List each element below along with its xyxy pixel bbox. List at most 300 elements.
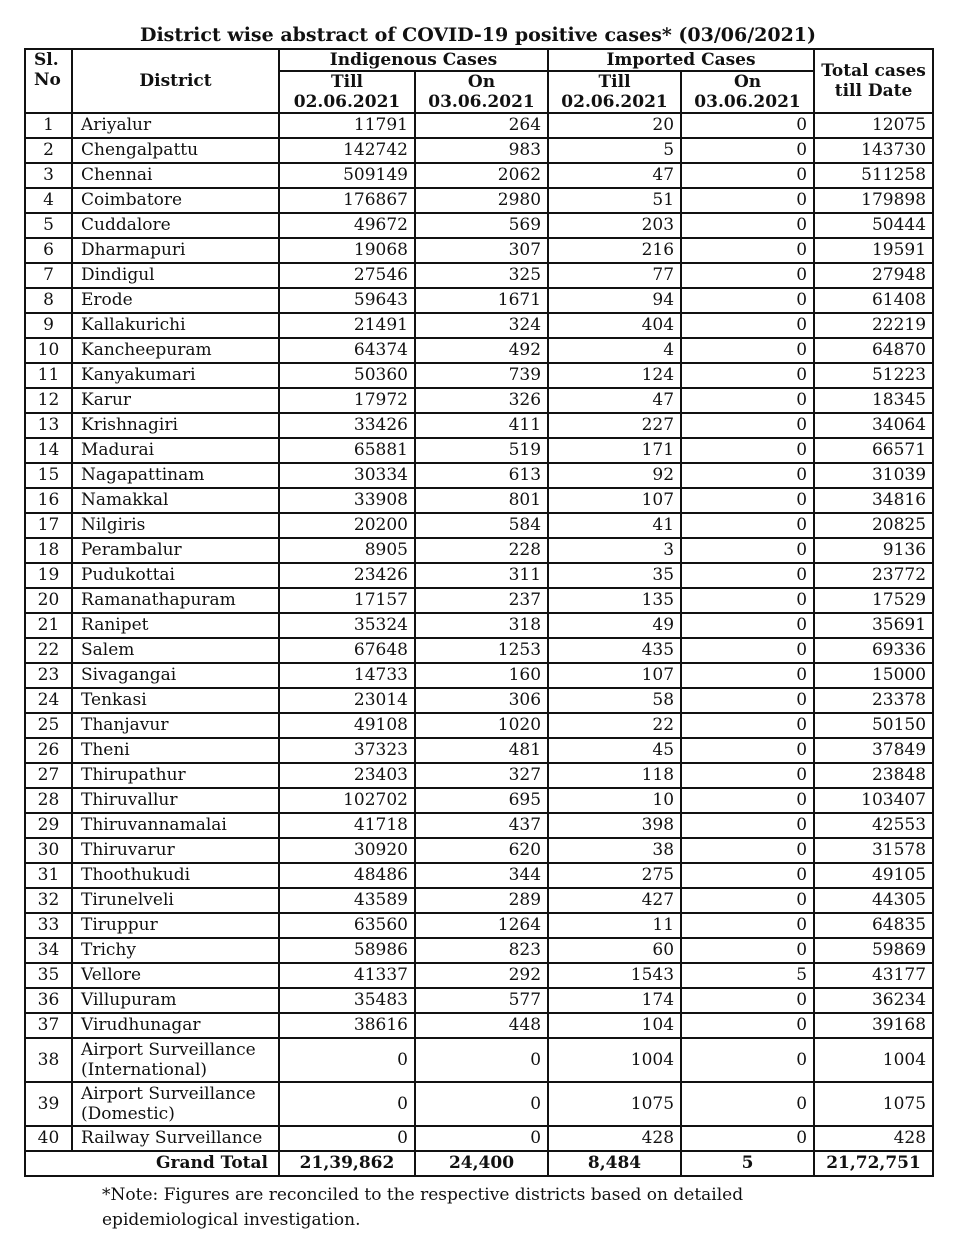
total-cell: 43177 bbox=[814, 963, 933, 988]
imp-on-cell: 0 bbox=[681, 413, 814, 438]
imp-till-cell: 124 bbox=[548, 363, 681, 388]
imp-on-cell: 0 bbox=[681, 813, 814, 838]
imp-till-cell: 38 bbox=[548, 838, 681, 863]
imp-till-cell: 47 bbox=[548, 388, 681, 413]
header-ind-on: On 03.06.2021 bbox=[415, 71, 548, 113]
ind-till-cell: 33908 bbox=[279, 488, 415, 513]
header-indigenous: Indigenous Cases bbox=[279, 49, 548, 71]
imp-on-cell: 0 bbox=[681, 213, 814, 238]
imp-till-cell: 404 bbox=[548, 313, 681, 338]
ind-till-cell: 14733 bbox=[279, 663, 415, 688]
imp-till-cell: 20 bbox=[548, 113, 681, 138]
ind-on-cell: 1020 bbox=[415, 713, 548, 738]
district-cell: Salem bbox=[72, 638, 279, 663]
total-cell: 103407 bbox=[814, 788, 933, 813]
imp-on-cell: 0 bbox=[681, 1013, 814, 1038]
sl-no-cell: 15 bbox=[25, 463, 72, 488]
ind-on-cell: 1253 bbox=[415, 638, 548, 663]
imp-on-cell: 0 bbox=[681, 163, 814, 188]
sl-no-cell: 16 bbox=[25, 488, 72, 513]
imp-till-cell: 47 bbox=[548, 163, 681, 188]
imp-till-cell: 35 bbox=[548, 563, 681, 588]
sl-no-cell: 40 bbox=[25, 1126, 72, 1151]
ind-till-cell: 49672 bbox=[279, 213, 415, 238]
imp-on-cell: 0 bbox=[681, 338, 814, 363]
total-cell: 22219 bbox=[814, 313, 933, 338]
sl-no-cell: 27 bbox=[25, 763, 72, 788]
imp-till-cell: 3 bbox=[548, 538, 681, 563]
ind-till-cell: 509149 bbox=[279, 163, 415, 188]
ind-till-cell: 0 bbox=[279, 1038, 415, 1082]
ind-on-cell: 613 bbox=[415, 463, 548, 488]
sl-no-cell: 19 bbox=[25, 563, 72, 588]
table-row bbox=[25, 838, 933, 863]
ind-on-cell: 2980 bbox=[415, 188, 548, 213]
table-row bbox=[25, 1126, 933, 1151]
imp-till-cell: 104 bbox=[548, 1013, 681, 1038]
ind-on-cell: 306 bbox=[415, 688, 548, 713]
sl-no-cell: 17 bbox=[25, 513, 72, 538]
header-ind-till: Till 02.06.2021 bbox=[279, 71, 415, 113]
grand-total-imp-on: 5 bbox=[681, 1151, 814, 1176]
imp-on-cell: 5 bbox=[681, 963, 814, 988]
ind-till-cell: 64374 bbox=[279, 338, 415, 363]
table-row bbox=[25, 413, 933, 438]
ind-till-cell: 48486 bbox=[279, 863, 415, 888]
imp-on-cell: 0 bbox=[681, 438, 814, 463]
sl-no-cell: 34 bbox=[25, 938, 72, 963]
ind-till-cell: 19068 bbox=[279, 238, 415, 263]
district-cell: Thiruvallur bbox=[72, 788, 279, 813]
sl-no-cell: 13 bbox=[25, 413, 72, 438]
district-cell: Ranipet bbox=[72, 613, 279, 638]
grand-total-ind-on: 24,400 bbox=[415, 1151, 548, 1176]
district-cell: Thiruvarur bbox=[72, 838, 279, 863]
district-cell: Railway Surveillance bbox=[72, 1126, 279, 1151]
district-cell: Ariyalur bbox=[72, 113, 279, 138]
table-row bbox=[25, 888, 933, 913]
ind-till-cell: 41718 bbox=[279, 813, 415, 838]
imp-on-cell: 0 bbox=[681, 388, 814, 413]
total-cell: 428 bbox=[814, 1126, 933, 1151]
total-cell: 511258 bbox=[814, 163, 933, 188]
sl-no-cell: 6 bbox=[25, 238, 72, 263]
ind-till-cell: 41337 bbox=[279, 963, 415, 988]
table-row bbox=[25, 438, 933, 463]
imp-on-cell: 0 bbox=[681, 738, 814, 763]
sl-no-cell: 25 bbox=[25, 713, 72, 738]
ind-till-cell: 37323 bbox=[279, 738, 415, 763]
ind-till-cell: 11791 bbox=[279, 113, 415, 138]
table-row bbox=[25, 1082, 933, 1126]
ind-on-cell: 160 bbox=[415, 663, 548, 688]
imp-till-cell: 135 bbox=[548, 588, 681, 613]
table-row bbox=[25, 763, 933, 788]
total-cell: 59869 bbox=[814, 938, 933, 963]
table-row bbox=[25, 213, 933, 238]
imp-on-cell: 0 bbox=[681, 713, 814, 738]
ind-on-cell: 237 bbox=[415, 588, 548, 613]
ind-on-cell: 437 bbox=[415, 813, 548, 838]
table-row bbox=[25, 813, 933, 838]
imp-till-cell: 22 bbox=[548, 713, 681, 738]
imp-till-cell: 45 bbox=[548, 738, 681, 763]
total-cell: 23772 bbox=[814, 563, 933, 588]
district-cell: Krishnagiri bbox=[72, 413, 279, 438]
sl-no-cell: 12 bbox=[25, 388, 72, 413]
total-cell: 23378 bbox=[814, 688, 933, 713]
ind-till-cell: 102702 bbox=[279, 788, 415, 813]
imp-till-cell: 227 bbox=[548, 413, 681, 438]
district-cell: Cuddalore bbox=[72, 213, 279, 238]
ind-on-cell: 577 bbox=[415, 988, 548, 1013]
district-cell: Chengalpattu bbox=[72, 138, 279, 163]
imp-till-cell: 118 bbox=[548, 763, 681, 788]
table-row bbox=[25, 138, 933, 163]
sl-no-cell: 11 bbox=[25, 363, 72, 388]
ind-till-cell: 23014 bbox=[279, 688, 415, 713]
table-row bbox=[25, 513, 933, 538]
total-cell: 34064 bbox=[814, 413, 933, 438]
ind-on-cell: 0 bbox=[415, 1038, 548, 1082]
sl-no-cell: 14 bbox=[25, 438, 72, 463]
imp-till-cell: 92 bbox=[548, 463, 681, 488]
sl-no-cell: 28 bbox=[25, 788, 72, 813]
ind-till-cell: 17972 bbox=[279, 388, 415, 413]
sl-no-cell: 10 bbox=[25, 338, 72, 363]
total-cell: 37849 bbox=[814, 738, 933, 763]
district-cell: Airport Surveillance (International) bbox=[72, 1038, 279, 1082]
grand-total-label: Grand Total bbox=[25, 1151, 279, 1176]
imp-on-cell: 0 bbox=[681, 1082, 814, 1126]
covid-cases-table bbox=[24, 48, 934, 1177]
table-row bbox=[25, 863, 933, 888]
district-cell: Coimbatore bbox=[72, 188, 279, 213]
imp-on-cell: 0 bbox=[681, 488, 814, 513]
header-imported: Imported Cases bbox=[548, 49, 814, 71]
table-row bbox=[25, 938, 933, 963]
table-row bbox=[25, 363, 933, 388]
ind-till-cell: 49108 bbox=[279, 713, 415, 738]
header-imp-on: On 03.06.2021 bbox=[681, 71, 814, 113]
imp-on-cell: 0 bbox=[681, 538, 814, 563]
total-cell: 50150 bbox=[814, 713, 933, 738]
sl-no-cell: 9 bbox=[25, 313, 72, 338]
table-row bbox=[25, 788, 933, 813]
total-cell: 12075 bbox=[814, 113, 933, 138]
imp-till-cell: 5 bbox=[548, 138, 681, 163]
ind-on-cell: 481 bbox=[415, 738, 548, 763]
table-row bbox=[25, 263, 933, 288]
total-cell: 66571 bbox=[814, 438, 933, 463]
total-cell: 18345 bbox=[814, 388, 933, 413]
ind-on-cell: 584 bbox=[415, 513, 548, 538]
ind-on-cell: 311 bbox=[415, 563, 548, 588]
imp-till-cell: 1004 bbox=[548, 1038, 681, 1082]
imp-till-cell: 60 bbox=[548, 938, 681, 963]
sl-no-cell: 23 bbox=[25, 663, 72, 688]
imp-on-cell: 0 bbox=[681, 863, 814, 888]
district-cell: Madurai bbox=[72, 438, 279, 463]
imp-till-cell: 216 bbox=[548, 238, 681, 263]
ind-till-cell: 0 bbox=[279, 1126, 415, 1151]
ind-on-cell: 0 bbox=[415, 1082, 548, 1126]
district-cell: Ramanathapuram bbox=[72, 588, 279, 613]
district-cell: Nilgiris bbox=[72, 513, 279, 538]
ind-on-cell: 823 bbox=[415, 938, 548, 963]
imp-on-cell: 0 bbox=[681, 1126, 814, 1151]
header-row-1 bbox=[25, 49, 933, 71]
ind-on-cell: 289 bbox=[415, 888, 548, 913]
total-cell: 64835 bbox=[814, 913, 933, 938]
ind-till-cell: 50360 bbox=[279, 363, 415, 388]
table-row bbox=[25, 1038, 933, 1082]
ind-till-cell: 59643 bbox=[279, 288, 415, 313]
ind-on-cell: 1264 bbox=[415, 913, 548, 938]
ind-till-cell: 0 bbox=[279, 1082, 415, 1126]
header-district: District bbox=[72, 49, 279, 113]
ind-till-cell: 63560 bbox=[279, 913, 415, 938]
imp-till-cell: 58 bbox=[548, 688, 681, 713]
sl-no-cell: 18 bbox=[25, 538, 72, 563]
grand-total-imp-till: 8,484 bbox=[548, 1151, 681, 1176]
district-cell: Vellore bbox=[72, 963, 279, 988]
sl-no-cell: 2 bbox=[25, 138, 72, 163]
imp-till-cell: 10 bbox=[548, 788, 681, 813]
ind-till-cell: 23403 bbox=[279, 763, 415, 788]
imp-on-cell: 0 bbox=[681, 588, 814, 613]
ind-on-cell: 492 bbox=[415, 338, 548, 363]
ind-on-cell: 519 bbox=[415, 438, 548, 463]
district-cell: Kanyakumari bbox=[72, 363, 279, 388]
sl-no-cell: 31 bbox=[25, 863, 72, 888]
imp-till-cell: 435 bbox=[548, 638, 681, 663]
sl-no-cell: 30 bbox=[25, 838, 72, 863]
total-cell: 49105 bbox=[814, 863, 933, 888]
ind-till-cell: 21491 bbox=[279, 313, 415, 338]
district-cell: Erode bbox=[72, 288, 279, 313]
table-row bbox=[25, 288, 933, 313]
ind-on-cell: 326 bbox=[415, 388, 548, 413]
imp-on-cell: 0 bbox=[681, 138, 814, 163]
imp-on-cell: 0 bbox=[681, 563, 814, 588]
imp-on-cell: 0 bbox=[681, 613, 814, 638]
imp-till-cell: 174 bbox=[548, 988, 681, 1013]
imp-till-cell: 77 bbox=[548, 263, 681, 288]
table-row bbox=[25, 388, 933, 413]
ind-on-cell: 327 bbox=[415, 763, 548, 788]
ind-till-cell: 38616 bbox=[279, 1013, 415, 1038]
imp-on-cell: 0 bbox=[681, 313, 814, 338]
imp-on-cell: 0 bbox=[681, 638, 814, 663]
imp-till-cell: 1075 bbox=[548, 1082, 681, 1126]
imp-on-cell: 0 bbox=[681, 913, 814, 938]
total-cell: 19591 bbox=[814, 238, 933, 263]
district-cell: Sivagangai bbox=[72, 663, 279, 688]
ind-till-cell: 30334 bbox=[279, 463, 415, 488]
table-body bbox=[25, 113, 933, 1151]
imp-till-cell: 275 bbox=[548, 863, 681, 888]
imp-on-cell: 0 bbox=[681, 888, 814, 913]
district-cell: Tiruppur bbox=[72, 913, 279, 938]
district-cell: Tenkasi bbox=[72, 688, 279, 713]
district-cell: Airport Surveillance (Domestic) bbox=[72, 1082, 279, 1126]
table-row bbox=[25, 188, 933, 213]
imp-till-cell: 107 bbox=[548, 663, 681, 688]
district-cell: Thirupathur bbox=[72, 763, 279, 788]
page-title: District wise abstract of COVID-19 positive cases* (03/06/2021) bbox=[139, 24, 817, 46]
imp-on-cell: 0 bbox=[681, 763, 814, 788]
ind-till-cell: 58986 bbox=[279, 938, 415, 963]
table-row bbox=[25, 538, 933, 563]
grand-total-ind-till: 21,39,862 bbox=[279, 1151, 415, 1176]
ind-on-cell: 983 bbox=[415, 138, 548, 163]
total-cell: 179898 bbox=[814, 188, 933, 213]
ind-on-cell: 448 bbox=[415, 1013, 548, 1038]
imp-on-cell: 0 bbox=[681, 1038, 814, 1082]
imp-till-cell: 428 bbox=[548, 1126, 681, 1151]
ind-on-cell: 292 bbox=[415, 963, 548, 988]
imp-till-cell: 171 bbox=[548, 438, 681, 463]
district-cell: Thiruvannamalai bbox=[72, 813, 279, 838]
ind-on-cell: 324 bbox=[415, 313, 548, 338]
ind-on-cell: 307 bbox=[415, 238, 548, 263]
sl-no-cell: 21 bbox=[25, 613, 72, 638]
imp-on-cell: 0 bbox=[681, 938, 814, 963]
ind-till-cell: 17157 bbox=[279, 588, 415, 613]
imp-on-cell: 0 bbox=[681, 363, 814, 388]
imp-on-cell: 0 bbox=[681, 688, 814, 713]
district-cell: Villupuram bbox=[72, 988, 279, 1013]
ind-till-cell: 142742 bbox=[279, 138, 415, 163]
header-sl-no: Sl. No bbox=[25, 49, 72, 113]
footnote: *Note: Figures are reconciled to the respective districts based on detailed epidemiological investigation. bbox=[102, 1185, 744, 1230]
sl-no-cell: 29 bbox=[25, 813, 72, 838]
district-cell: Dindigul bbox=[72, 263, 279, 288]
ind-till-cell: 27546 bbox=[279, 263, 415, 288]
ind-till-cell: 23426 bbox=[279, 563, 415, 588]
sl-no-cell: 38 bbox=[25, 1038, 72, 1082]
sl-no-cell: 20 bbox=[25, 588, 72, 613]
sl-no-cell: 26 bbox=[25, 738, 72, 763]
sl-no-cell: 35 bbox=[25, 963, 72, 988]
table-row bbox=[25, 663, 933, 688]
imp-on-cell: 0 bbox=[681, 513, 814, 538]
ind-on-cell: 739 bbox=[415, 363, 548, 388]
table-row bbox=[25, 988, 933, 1013]
table-row bbox=[25, 688, 933, 713]
ind-till-cell: 176867 bbox=[279, 188, 415, 213]
total-cell: 69336 bbox=[814, 638, 933, 663]
ind-till-cell: 33426 bbox=[279, 413, 415, 438]
document-page bbox=[24, 22, 932, 1233]
grand-total-row bbox=[25, 1151, 933, 1176]
sl-no-cell: 22 bbox=[25, 638, 72, 663]
imp-till-cell: 4 bbox=[548, 338, 681, 363]
total-cell: 44305 bbox=[814, 888, 933, 913]
district-cell: Namakkal bbox=[72, 488, 279, 513]
total-cell: 1004 bbox=[814, 1038, 933, 1082]
total-cell: 23848 bbox=[814, 763, 933, 788]
sl-no-cell: 3 bbox=[25, 163, 72, 188]
ind-till-cell: 65881 bbox=[279, 438, 415, 463]
imp-till-cell: 203 bbox=[548, 213, 681, 238]
total-cell: 20825 bbox=[814, 513, 933, 538]
district-cell: Perambalur bbox=[72, 538, 279, 563]
total-cell: 17529 bbox=[814, 588, 933, 613]
ind-till-cell: 30920 bbox=[279, 838, 415, 863]
sl-no-cell: 1 bbox=[25, 113, 72, 138]
table-row bbox=[25, 313, 933, 338]
table-row bbox=[25, 563, 933, 588]
total-cell: 36234 bbox=[814, 988, 933, 1013]
ind-till-cell: 35324 bbox=[279, 613, 415, 638]
ind-on-cell: 569 bbox=[415, 213, 548, 238]
sl-no-cell: 32 bbox=[25, 888, 72, 913]
ind-on-cell: 344 bbox=[415, 863, 548, 888]
total-cell: 9136 bbox=[814, 538, 933, 563]
total-cell: 42553 bbox=[814, 813, 933, 838]
table-row bbox=[25, 963, 933, 988]
district-cell: Tirunelveli bbox=[72, 888, 279, 913]
district-cell: Dharmapuri bbox=[72, 238, 279, 263]
imp-till-cell: 49 bbox=[548, 613, 681, 638]
district-cell: Kancheepuram bbox=[72, 338, 279, 363]
table-row bbox=[25, 913, 933, 938]
total-cell: 50444 bbox=[814, 213, 933, 238]
total-cell: 34816 bbox=[814, 488, 933, 513]
ind-on-cell: 318 bbox=[415, 613, 548, 638]
district-cell: Karur bbox=[72, 388, 279, 413]
ind-on-cell: 325 bbox=[415, 263, 548, 288]
imp-till-cell: 1543 bbox=[548, 963, 681, 988]
table-row bbox=[25, 613, 933, 638]
table-row bbox=[25, 338, 933, 363]
sl-no-cell: 24 bbox=[25, 688, 72, 713]
total-cell: 35691 bbox=[814, 613, 933, 638]
ind-on-cell: 801 bbox=[415, 488, 548, 513]
ind-on-cell: 620 bbox=[415, 838, 548, 863]
ind-till-cell: 43589 bbox=[279, 888, 415, 913]
imp-on-cell: 0 bbox=[681, 263, 814, 288]
district-cell: Kallakurichi bbox=[72, 313, 279, 338]
imp-till-cell: 41 bbox=[548, 513, 681, 538]
imp-till-cell: 94 bbox=[548, 288, 681, 313]
sl-no-cell: 36 bbox=[25, 988, 72, 1013]
ind-on-cell: 0 bbox=[415, 1126, 548, 1151]
ind-till-cell: 20200 bbox=[279, 513, 415, 538]
district-cell: Chennai bbox=[72, 163, 279, 188]
table-row bbox=[25, 238, 933, 263]
table-row bbox=[25, 738, 933, 763]
table-row bbox=[25, 113, 933, 138]
imp-on-cell: 0 bbox=[681, 838, 814, 863]
sl-no-cell: 4 bbox=[25, 188, 72, 213]
district-cell: Pudukottai bbox=[72, 563, 279, 588]
imp-on-cell: 0 bbox=[681, 788, 814, 813]
total-cell: 64870 bbox=[814, 338, 933, 363]
table-row bbox=[25, 588, 933, 613]
ind-on-cell: 695 bbox=[415, 788, 548, 813]
total-cell: 51223 bbox=[814, 363, 933, 388]
ind-on-cell: 1671 bbox=[415, 288, 548, 313]
imp-on-cell: 0 bbox=[681, 113, 814, 138]
table-row bbox=[25, 463, 933, 488]
district-cell: Trichy bbox=[72, 938, 279, 963]
total-cell: 143730 bbox=[814, 138, 933, 163]
district-cell: Virudhunagar bbox=[72, 1013, 279, 1038]
total-cell: 27948 bbox=[814, 263, 933, 288]
